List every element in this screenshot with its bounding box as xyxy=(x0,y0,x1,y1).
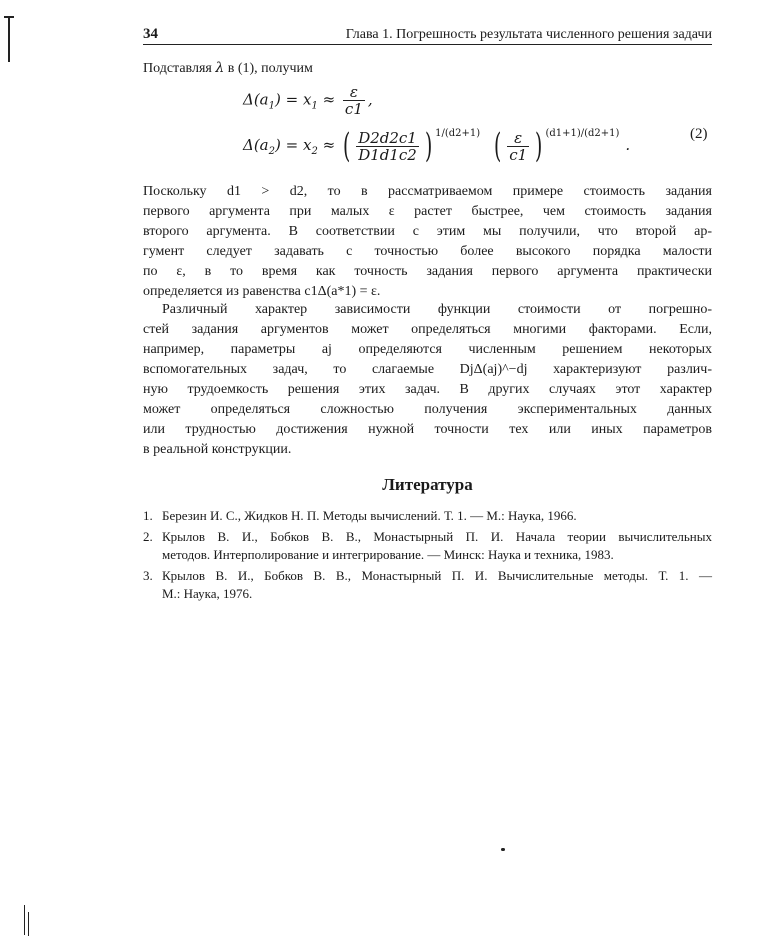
p2-line-4: вспомогательных задач, то слагаемые DjΔ(aj)^−dj характеризуют различ- xyxy=(143,362,712,377)
p1-line-5: по ε, в то время как точность задания первого аргумента практически xyxy=(143,264,712,279)
ref-3-line-1: Крылов В. И., Бобков В. В., Монастырный П. И. Вычислительные методы. Т. 1. — xyxy=(162,568,712,583)
equation-number: (2) xyxy=(690,126,708,142)
ref-2-line-2: методов. Интерполирование и интегрирование. — Минск: Наука и техника, 1983. xyxy=(162,547,614,562)
p2-line-7: или трудностью достижения нужной точности тех или иных параметров xyxy=(143,422,712,437)
ref-1-line-1: Березин И. С., Жидков Н. П. Методы вычислений. Т. 1. — М.: Наука, 1966. xyxy=(162,508,577,523)
equation-line-1: $\Delta(a_1) = x_1$ ≈ $\frac{\varepsilon}{c1}$ , xyxy=(243,83,373,118)
p1-line-6: определяется из равенства c1Δ(a*1) = ε. xyxy=(143,284,381,299)
ref-3-line-2: М.: Наука, 1976. xyxy=(162,586,253,601)
intro-line xyxy=(143,60,313,77)
p2-line-1: Различный характер зависимости функции стоимости от погрешно- xyxy=(162,302,712,317)
header-rule xyxy=(143,44,712,45)
p2-line-6: может определяться сложностью получения экспериментальных данных xyxy=(143,402,712,417)
ref-3-number: 3. xyxy=(143,568,153,583)
scan-edge-mark-bottom xyxy=(24,905,25,935)
fraction-eps-over-c1: $\frac{\varepsilon}{c1}$ xyxy=(344,83,363,118)
p2-line-3: например, параметры aj определяются численным решением некоторых xyxy=(143,342,712,357)
ref-2-line-1: Крылов В. И., Бобков В. В., Монастырный П. И. Начала теории вычислительных xyxy=(162,529,712,544)
intro-middle: в (1), получим xyxy=(227,61,313,76)
p2-line-8: в реальной конструкции. xyxy=(143,442,292,457)
fraction-d2d2c1: $\frac{D2d2c1}{D1d1c2}$ xyxy=(358,128,417,164)
page-number: 34 xyxy=(143,26,158,42)
fraction-eps-over-c1-2: $\frac{\varepsilon}{c1}$ xyxy=(509,128,528,164)
p2-line-5: ную трудоемкость решения этих задач. В других случаях этот характер xyxy=(143,382,712,397)
p1-line-2: первого аргумента при малых ε растет быстрее, чем стоимость задания xyxy=(143,204,712,219)
lambda-symbol: λ xyxy=(215,60,225,76)
scan-edge-mark-vertical xyxy=(8,16,10,62)
p1-line-1: Поскольку d1 > d2, то в рассматриваемом примере стоимость задания xyxy=(143,184,712,199)
references-title: Литература xyxy=(382,475,473,494)
scan-edge-mark-bottom-2 xyxy=(28,912,29,936)
running-head: Глава 1. Погрешность результата численного решения задачи xyxy=(345,27,712,42)
p1-line-3: второго аргумента. В соответствии с этим мы получили, что второй ар- xyxy=(143,224,712,239)
equation-line-2: $\Delta(a_2) = x_2$ ≈ ( $\frac{D2d2c1}{D1d1c2}$ ) $^{1/(d2+1)}$ ( $\frac{\varepsilon}{c1}$ ) $^{(d1+1)/(d2+1)}$. xyxy=(243,126,631,166)
exponent-2: (d1+1)/(d2+1) xyxy=(545,128,620,139)
exponent-1: 1/(d2+1) xyxy=(435,128,481,139)
intro-prefix: Подставляя xyxy=(143,61,212,76)
ref-2-number: 2. xyxy=(143,529,153,544)
p2-line-2: стей задания аргументов может определяться многими факторами. Если, xyxy=(143,322,712,337)
ref-1-number: 1. xyxy=(143,508,153,523)
scan-speck xyxy=(501,848,505,851)
p1-line-4: гумент следует задавать с точностью более высокого порядка малости xyxy=(143,244,712,259)
